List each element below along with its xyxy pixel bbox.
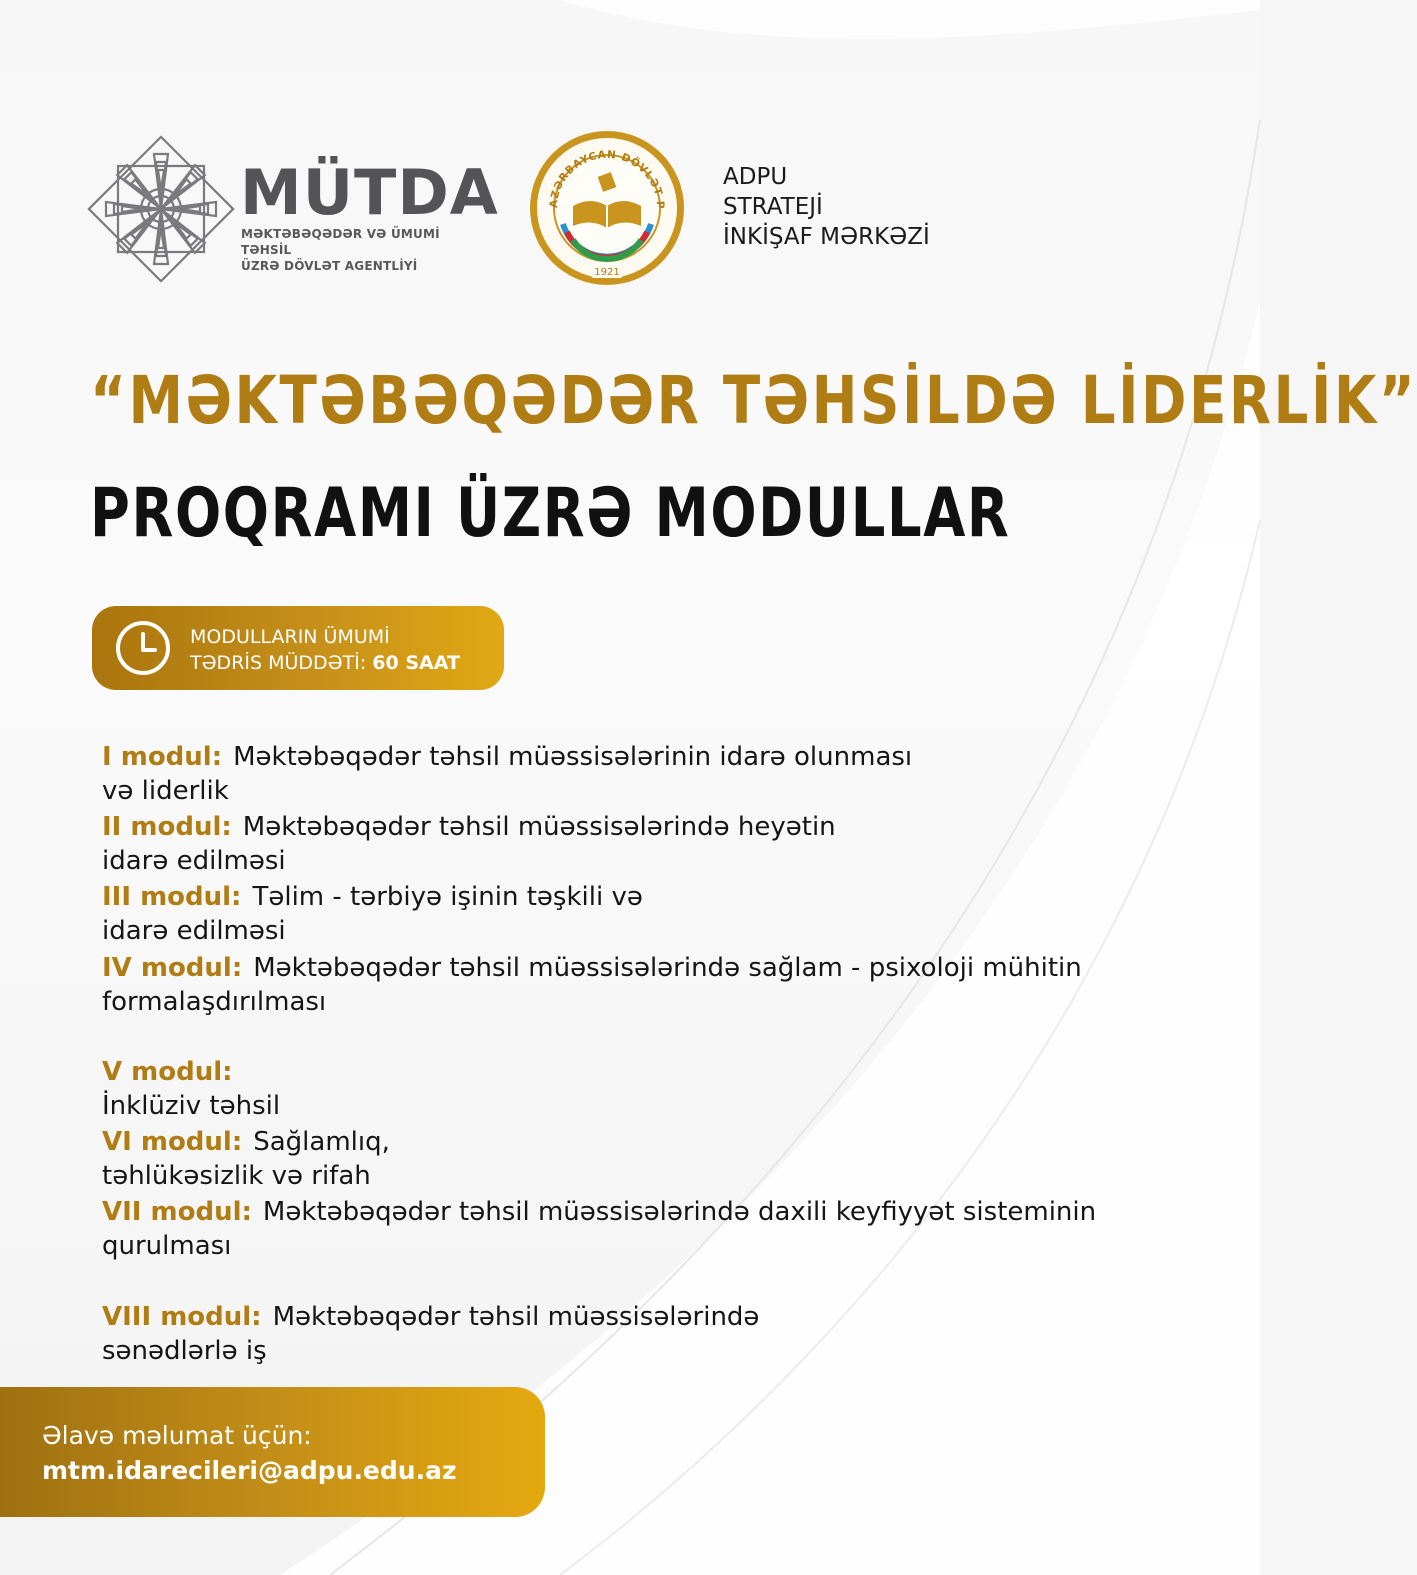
module-item [102,880,684,948]
adpu-seal-icon [527,128,687,288]
mutda-subtitle-line2: ÜZRƏ DÖVLƏT AGENTLİYİ [241,259,418,273]
module-label: II modul: [102,812,232,842]
module-label: I modul: [102,742,223,772]
module-label: VII modul: [102,1197,252,1227]
mutda-logo [92,140,499,280]
adpu-center-name [723,162,930,252]
mutda-subtitle-line1: MƏKTƏBƏQƏDƏR VƏ ÜMUMİ TƏHSİL [241,227,440,257]
module-item [102,740,916,808]
module-text: Məktəbəqədər təhsil müəssisələrində sənədlərlə iş [102,1302,760,1366]
program-subtitle: PROQRAMI ÜZRƏ MODULLAR [90,474,1011,553]
module-text: Sağlamlıq, təhlükəsizlik və rifah [102,1127,390,1191]
module-item [102,951,1202,1019]
seal-text: AZƏRBAYCAN DÖVLƏT P [547,148,667,210]
seal-year: 1921 [594,267,620,278]
mutda-emblem-icon [92,140,230,278]
module-text: İnklüziv təhsil [102,1091,281,1121]
module-label: VIII modul: [102,1302,262,1332]
program-title: “MƏKTƏBƏQƏDƏR TƏHSİLDƏ LİDERLİK” [90,362,1417,439]
adpu-line3: İNKİŞAF MƏRKƏZİ [723,224,930,250]
mutda-subtitle [241,226,492,274]
mutda-title: MÜTDA [240,156,499,229]
module-text: Məktəbəqədər təhsil müəssisələrində sağlam - psixoloji mühitin formalaşdırılması [102,953,1082,1017]
duration-badge [92,606,504,690]
contact-label: Əlavə məlumat üçün: [42,1421,312,1450]
contact-box [0,1387,545,1517]
module-item [102,1125,516,1193]
module-item [102,1055,280,1123]
duration-label: TƏDRİS MÜDDƏTİ: [190,652,373,674]
duration-value: 60 SAAT [372,652,460,674]
module-label: V modul: [102,1057,233,1087]
module-label: III modul: [102,882,242,912]
module-text: Məktəbəqədər təhsil müəssisələrində daxili keyfiyyət sisteminin qurulması [102,1197,1097,1261]
duration-line1: MODULLARIN ÜMUMİ [190,626,390,648]
module-text: Məktəbəqədər təhsil müəssisələrində heyətin idarə edilməsi [102,812,836,876]
clock-icon [114,619,172,677]
module-item [102,1195,1212,1263]
contact-email-link[interactable]: mtm.idarecileri@adpu.edu.az [42,1456,457,1485]
adpu-line1: ADPU [723,164,788,190]
module-item [102,810,887,878]
module-text: Təlim - tərbiyə işinin təşkili və idarə edilməsi [102,882,643,946]
adpu-line2: STRATEJİ [723,194,823,220]
module-item [102,1300,762,1368]
duration-line2 [190,650,460,676]
module-label: VI modul: [102,1127,243,1157]
module-text: Məktəbəqədər təhsil müəssisələrinin idarə olunması və liderlik [102,742,913,806]
module-label: IV modul: [102,953,243,983]
duration-text [190,624,460,676]
